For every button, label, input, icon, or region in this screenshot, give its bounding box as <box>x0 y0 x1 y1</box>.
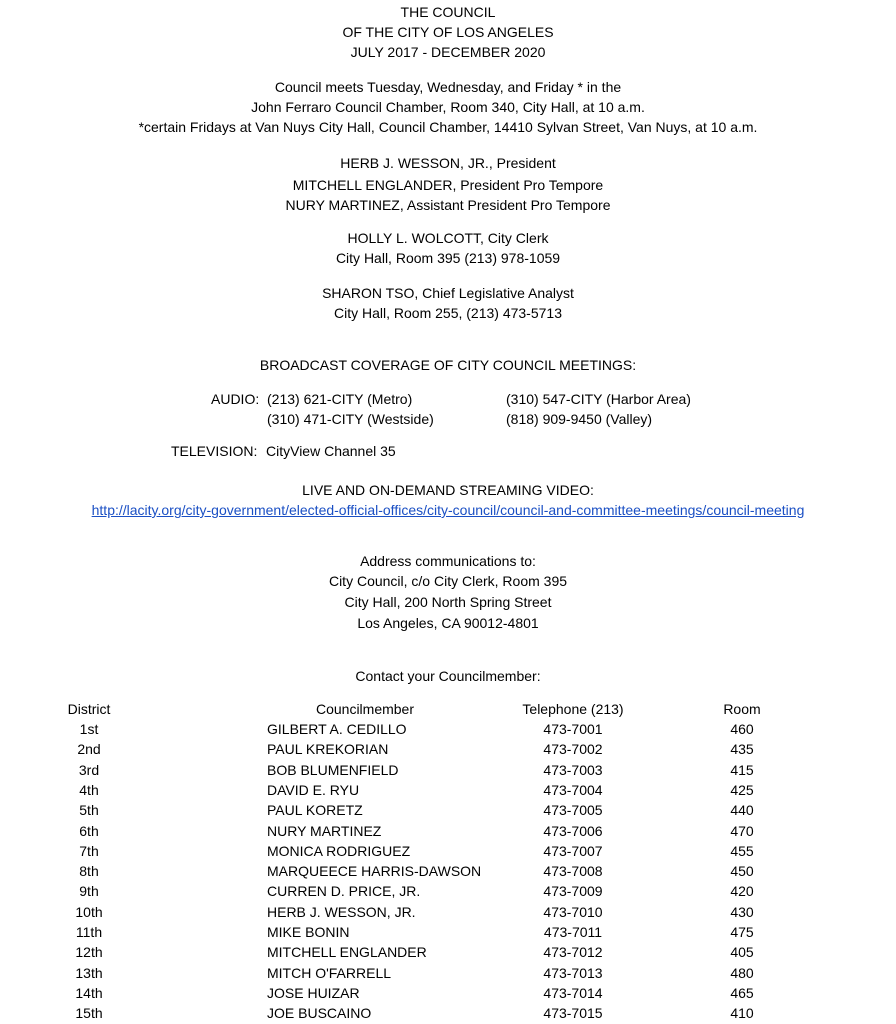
television-label: TELEVISION: <box>171 443 258 459</box>
district-cell: 2nd <box>77 741 101 757</box>
councilmember-cell: PAUL KORETZ <box>267 802 363 818</box>
table-row <box>0 780 896 800</box>
telephone-cell: 473-7002 <box>543 741 603 757</box>
district-cell: 5th <box>79 802 99 818</box>
room-cell: 410 <box>730 1005 754 1021</box>
telephone-cell: 473-7005 <box>543 802 603 818</box>
streaming-heading: LIVE AND ON-DEMAND STREAMING VIDEO: <box>302 482 594 498</box>
district-cell: 3rd <box>78 762 100 778</box>
telephone-cell: 473-7007 <box>543 843 603 859</box>
title-line-3: JULY 2017 - DECEMBER 2020 <box>350 44 546 60</box>
district-cell: 8th <box>79 863 99 879</box>
councilmember-cell: MARQUEECE HARRIS-DAWSON <box>267 863 482 879</box>
room-cell: 425 <box>730 782 754 798</box>
district-cell: 10th <box>75 904 103 920</box>
district-cell: 15th <box>75 1005 103 1021</box>
table-row <box>0 821 896 841</box>
councilmember-cell: MIKE BONIN <box>267 924 350 940</box>
councilmember-cell: NURY MARTINEZ <box>267 823 382 839</box>
table-row <box>0 739 896 759</box>
audio-valley: (818) 909-9450 (Valley) <box>506 411 653 427</box>
header-district: District <box>67 701 111 717</box>
district-cell: 6th <box>79 823 99 839</box>
telephone-cell: 473-7001 <box>543 721 603 737</box>
district-cell: 12th <box>75 944 103 960</box>
table-row <box>0 719 896 739</box>
district-cell: 9th <box>79 883 99 899</box>
legislative-analyst-location: City Hall, Room 255, (213) 473-5713 <box>333 305 562 321</box>
audio-harbor: (310) 547-CITY (Harbor Area) <box>506 391 691 407</box>
councilmember-cell: DAVID E. RYU <box>267 782 360 798</box>
room-cell: 415 <box>730 762 754 778</box>
table-row <box>0 983 896 1003</box>
address-line-3: City Hall, 200 North Spring Street <box>344 594 552 610</box>
telephone-cell: 473-7013 <box>543 965 603 981</box>
table-row <box>0 963 896 983</box>
streaming-link-row <box>0 501 896 519</box>
audio-westside: (310) 471-CITY (Westside) <box>267 411 434 427</box>
city-clerk-name: HOLLY L. WOLCOTT, City Clerk <box>347 230 549 246</box>
table-row <box>0 922 896 942</box>
streaming-video-link[interactable]: http://lacity.org/city-government/elected-official-offices/city-council/council-and-committee-meetings/council-meeting <box>91 502 805 518</box>
header-room: Room <box>723 701 761 717</box>
officer-pro-tempore: MITCHELL ENGLANDER, President Pro Tempore <box>292 177 604 193</box>
room-cell: 475 <box>730 924 754 940</box>
address-line-2: City Council, c/o City Clerk, Room 395 <box>328 573 568 589</box>
address-line-4: Los Angeles, CA 90012-4801 <box>357 615 539 631</box>
address-line-1: Address communications to: <box>360 553 536 569</box>
title-line-1: THE COUNCIL <box>400 4 496 20</box>
officer-assistant-pro-tempore: NURY MARTINEZ, Assistant President Pro Tempore <box>285 197 611 213</box>
audio-label: AUDIO: <box>211 391 260 407</box>
broadcast-heading: BROADCAST COVERAGE OF CITY COUNCIL MEETINGS: <box>259 357 637 373</box>
meeting-info-line-2: John Ferraro Council Chamber, Room 340, City Hall, at 10 a.m. <box>251 99 645 115</box>
councilmember-cell: MITCHELL ENGLANDER <box>267 944 427 960</box>
room-cell: 480 <box>730 965 754 981</box>
table-header <box>0 699 896 719</box>
contact-heading: Contact your Councilmember: <box>355 668 541 684</box>
district-cell: 4th <box>79 782 99 798</box>
district-cell: 13th <box>75 965 103 981</box>
councilmember-cell: CURREN D. PRICE, JR. <box>267 883 421 899</box>
councilmember-cell: JOE BUSCAINO <box>267 1005 372 1021</box>
telephone-cell: 473-7010 <box>543 904 603 920</box>
councilmember-cell: JOSE HUIZAR <box>267 985 360 1001</box>
room-cell: 460 <box>730 721 754 737</box>
district-cell: 1st <box>79 721 99 737</box>
telephone-cell: 473-7011 <box>543 924 603 940</box>
officer-president: HERB J. WESSON, JR., President <box>340 155 556 171</box>
councilmember-cell: MONICA RODRIGUEZ <box>267 843 411 859</box>
room-cell: 455 <box>730 843 754 859</box>
room-cell: 420 <box>730 883 754 899</box>
room-cell: 450 <box>730 863 754 879</box>
meeting-info-line-1: Council meets Tuesday, Wednesday, and Friday * in the <box>274 79 622 95</box>
telephone-cell: 473-7008 <box>543 863 603 879</box>
telephone-cell: 473-7014 <box>543 985 603 1001</box>
room-cell: 405 <box>730 944 754 960</box>
table-row <box>0 1003 896 1023</box>
telephone-cell: 473-7004 <box>543 782 603 798</box>
room-cell: 435 <box>730 741 754 757</box>
room-cell: 465 <box>730 985 754 1001</box>
table-row <box>0 881 896 901</box>
header-councilmember: Councilmember <box>315 701 415 717</box>
room-cell: 470 <box>730 823 754 839</box>
table-row <box>0 841 896 861</box>
television-channel: CityView Channel 35 <box>266 443 396 459</box>
city-clerk-location: City Hall, Room 395 (213) 978-1059 <box>335 250 561 266</box>
councilmember-cell: PAUL KREKORIAN <box>267 741 389 757</box>
councilmember-cell: MITCH O'FARRELL <box>267 965 392 981</box>
legislative-analyst-name: SHARON TSO, Chief Legislative Analyst <box>322 285 574 301</box>
table-row <box>0 861 896 881</box>
telephone-cell: 473-7009 <box>543 883 603 899</box>
district-cell: 7th <box>79 843 99 859</box>
audio-metro: (213) 621-CITY (Metro) <box>267 391 413 407</box>
councilmember-cell: BOB BLUMENFIELD <box>267 762 399 778</box>
telephone-cell: 473-7003 <box>543 762 603 778</box>
room-cell: 430 <box>730 904 754 920</box>
meeting-info-line-3: *certain Fridays at Van Nuys City Hall, Council Chamber, 14410 Sylvan Street, Van Nuys, at 10 a.m. <box>138 119 758 135</box>
table-row <box>0 760 896 780</box>
district-cell: 11th <box>75 924 103 940</box>
telephone-cell: 473-7015 <box>543 1005 603 1021</box>
room-cell: 440 <box>730 802 754 818</box>
table-row <box>0 902 896 922</box>
header-telephone: Telephone (213) <box>522 701 624 717</box>
table-row <box>0 800 896 820</box>
councilmember-cell: HERB J. WESSON, JR. <box>267 904 416 920</box>
telephone-cell: 473-7012 <box>543 944 603 960</box>
table-row <box>0 942 896 962</box>
telephone-cell: 473-7006 <box>543 823 603 839</box>
councilmember-cell: GILBERT A. CEDILLO <box>267 721 407 737</box>
district-cell: 14th <box>75 985 103 1001</box>
title-line-2: OF THE CITY OF LOS ANGELES <box>342 24 554 40</box>
